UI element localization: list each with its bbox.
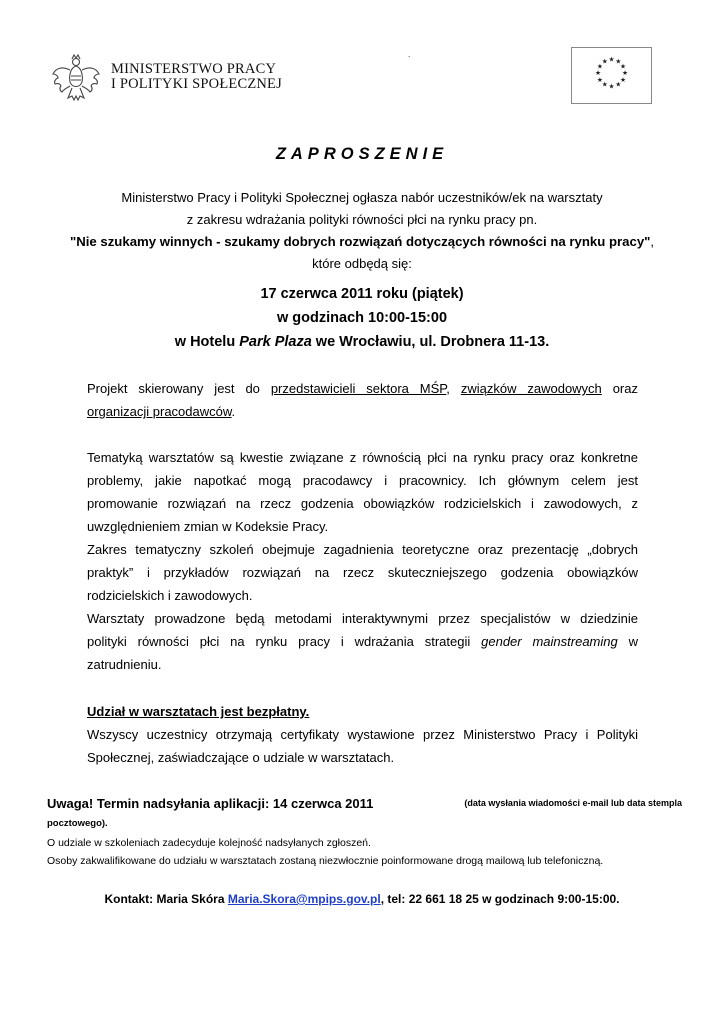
contact-line xyxy=(0,892,724,906)
svg-text:★: ★ xyxy=(601,80,608,89)
paragraph-line: uwzględnieniem zmian w Kodeksie Pracy. xyxy=(87,519,329,534)
svg-text:★: ★ xyxy=(596,62,603,71)
free-participation-text: Udział w warsztatach jest bezpłatny. xyxy=(87,704,310,719)
paragraph-line: praktyk” i przykładów rozwiązań na rzecz skuteczniejszego godzenia obowiązków xyxy=(87,565,638,580)
audience-employer-organizations: organizacji pracodawców xyxy=(87,404,232,419)
paragraph-line: promowanie rozwiązań na rzecz godzenia obowiązków rodzicielskich i zawodowych, z xyxy=(87,496,638,511)
selection-order-note: O udziale w szkoleniach zadecyduje kolejność nadsyłanych zgłoszeń. xyxy=(47,837,371,849)
text-run: w xyxy=(617,634,638,649)
deadline-note-cont: pocztowego). xyxy=(47,818,108,829)
free-participation-heading xyxy=(87,700,638,723)
ministry-name-line2: I POLITYKI SPOŁECZNEJ xyxy=(111,76,282,92)
svg-text:★: ★ xyxy=(596,75,603,84)
contact-email-link[interactable]: Maria.Skora@mpips.gov.pl xyxy=(227,892,381,906)
paragraph-line: Tematyką warsztatów są kwestie związane z równością płci na rynku pracy oraz konkretne xyxy=(87,450,638,465)
deadline-text: Uwaga! Termin nadsyłania aplikacji: 14 czerwca 2011 xyxy=(47,796,374,811)
svg-text:★: ★ xyxy=(608,55,615,64)
header-dot: . xyxy=(408,50,411,59)
paragraph-line: zatrudnieniu. xyxy=(87,657,162,672)
paragraph-line: Zakres tematyczny szkoleń obejmuje zagadnienia teoretyczne oraz prezentację „dobrych xyxy=(87,542,638,557)
text-run: , xyxy=(446,381,461,396)
event-details xyxy=(0,282,724,354)
text-run: Projekt skierowany jest do xyxy=(87,381,271,396)
contact-phone-hours: , tel: 22 661 18 25 w godzinach 9:00-15:00. xyxy=(380,892,620,906)
paragraph-line: Warsztaty prowadzone będą metodami interaktywnymi przez specjalistów w dziedzinie xyxy=(87,611,638,626)
svg-text:★: ★ xyxy=(621,69,629,78)
intro-line: Ministerstwo Pracy i Polityki Społecznej ogłasza nabór uczestników/ek na warsztaty xyxy=(121,190,603,205)
target-audience-paragraph xyxy=(87,377,638,423)
ministry-name-line1: MINISTERSTWO PRACY xyxy=(111,61,277,77)
intro-line: które odbędą się: xyxy=(312,256,412,271)
svg-text:★: ★ xyxy=(615,57,622,66)
paragraph-line: Wszyscy uczestnicy otrzymają certyfikaty wystawione przez Ministerstwo Pracy i Polityki xyxy=(87,727,638,742)
svg-text:★: ★ xyxy=(620,62,627,71)
svg-text:★: ★ xyxy=(620,75,627,84)
intro-line: z zakresu wdrażania polityki równości płci na rynku pracy pn. xyxy=(186,212,538,227)
event-hours: w godzinach 10:00-15:00 xyxy=(276,310,448,326)
text-run: oraz xyxy=(601,381,638,396)
deadline-line xyxy=(47,793,682,814)
participation-paragraph xyxy=(87,700,638,769)
paragraph-line xyxy=(87,400,638,423)
intro-block xyxy=(0,187,724,275)
ministry-name xyxy=(111,62,282,92)
deadline-notice xyxy=(47,793,682,834)
svg-text:★: ★ xyxy=(594,69,602,78)
audience-sme: przedstawicieli sektora MŚP xyxy=(270,381,447,396)
event-venue xyxy=(0,330,724,354)
paragraph-line: rodzicielskich i zawodowych. xyxy=(87,588,253,603)
workshop-title-comma: , xyxy=(650,234,655,249)
eu-flag-icon xyxy=(571,47,652,104)
workshop-name xyxy=(0,231,724,253)
selection-info xyxy=(47,834,603,870)
venue-hotel-name: Park Plaza xyxy=(239,334,312,350)
paragraph-line xyxy=(87,377,638,400)
paragraph-line: Społecznej, zaświadczające o udziale w warsztatach. xyxy=(87,750,395,765)
text-run: polityki równości płci na rynku pracy i wdrażania strategii xyxy=(87,634,482,649)
svg-text:★: ★ xyxy=(608,82,615,91)
notification-note: Osoby zakwalifikowane do udziału w warsztatach zostaną niezwłocznie poinformowane drogą mailową lub telefoniczną. xyxy=(47,855,604,867)
contact-person: Kontakt: Maria Skóra xyxy=(104,892,228,906)
text-run: . xyxy=(231,404,236,419)
audience-trade-unions: związków zawodowych xyxy=(460,381,602,396)
svg-text:★: ★ xyxy=(601,57,608,66)
paragraph-line: problemy, jakie napotkać mogą pracodawcy i pracownicy. Ich głównym celem jest xyxy=(87,473,638,488)
gender-mainstreaming-term: gender mainstreaming xyxy=(481,634,618,649)
venue-prefix: w Hotelu xyxy=(174,334,240,350)
venue-address: we Wrocławiu, ul. Drobnera 11-13. xyxy=(311,334,550,350)
svg-text:★: ★ xyxy=(615,80,622,89)
workshop-title-quote: "Nie szukamy winnych - szukamy dobrych rozwiązań dotyczących równości na rynku pracy" xyxy=(69,234,651,249)
deadline-note: (data wysłania wiadomości e-mail lub data stempla xyxy=(464,798,682,808)
topics-paragraph xyxy=(87,446,638,676)
polish-eagle-emblem-icon xyxy=(50,52,102,104)
event-date: 17 czerwca 2011 roku (piątek) xyxy=(260,286,464,302)
paragraph-line xyxy=(87,630,638,653)
document-title: ZAPROSZENIE xyxy=(275,145,449,163)
